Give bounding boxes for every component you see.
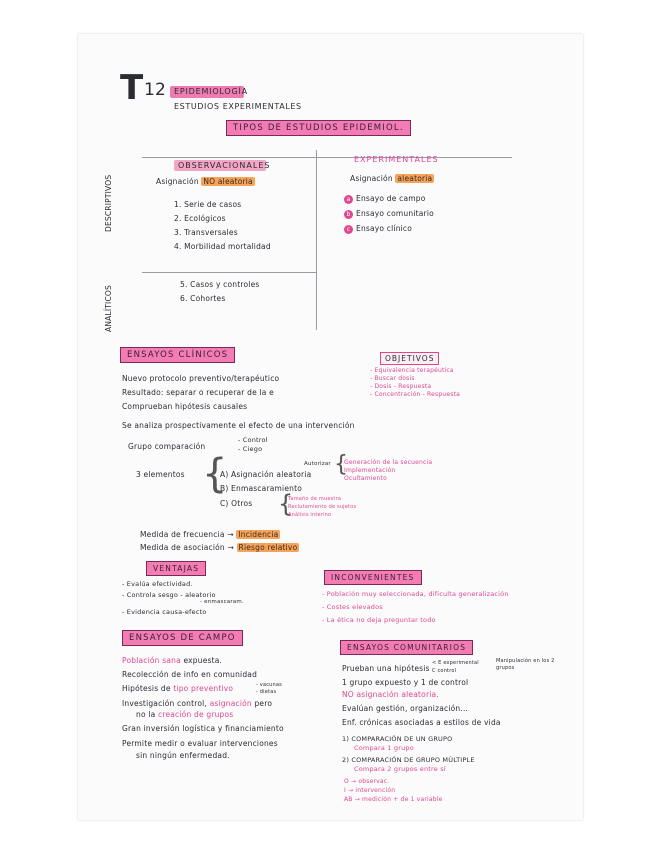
autorizar-brace: { [334,452,348,477]
elem-b: B) Enmascaramiento [220,484,303,493]
tipos-box: TIPOS DE ESTUDIOS EPIDEMIOL. [226,120,411,136]
legend-o: O → observac. [344,778,390,785]
riesgo-relativo-highlight: Riesgo relativo [238,543,298,552]
anal-item-5: 5. Casos y controles [180,280,260,289]
inconveniente-2: - Costes elevados [322,603,383,611]
asig-exp-highlight: aleatoria [397,174,433,183]
ventaja-3: - Evidencia causa-efecto [122,608,207,616]
incidencia-highlight: Incidencia [238,530,279,539]
comun-line-3: NO asignación aleatoria. [342,690,439,699]
table-row-divider [142,272,316,273]
topic-letter: T [120,68,144,108]
comun-line-4: Evalúan gestión, organización... [342,704,469,713]
inconvenientes-box: INCONVENIENTES [324,570,422,585]
campo-line-5: no la creación de grupos [136,710,234,719]
tres-elementos: 3 elementos [136,470,185,479]
grupo-opt-ciego: - Ciego [238,445,263,453]
objetivo-4: - Concentración - Respuesta [370,391,461,398]
campo-line-1: Población sana expuesta. [122,656,223,665]
exp-item-b: b Ensayo comunitario [344,209,434,219]
ec-line-4: Se analiza prospectivamente el efecto de una intervención [122,421,355,430]
comun-line-1: Prueban una hipótesis [342,664,430,673]
elem-c: C) Otros [220,499,253,508]
desc-item-4: 4. Morbilidad mortalidad [174,242,271,251]
legend-i: I → intervención [344,787,396,794]
exp-item-c: c Ensayo clínico [344,224,412,234]
comun-far: Manipulación en los 2 grupos [496,658,555,671]
subtitle: ESTUDIOS EXPERIMENTALES [174,102,302,111]
campo-line-7: Permite medir o evaluar intervenciones [122,739,278,748]
objetivos-title: OBJETIVOS [380,352,439,365]
comparacion-2-sub: Compara 2 grupos entre sí [354,765,446,773]
desc-item-3: 3. Transversales [174,228,238,237]
table-h-divider [142,157,512,158]
elementos-brace: { [202,451,228,497]
exp-marker-b: b [344,210,353,219]
legend-ab: AB → medición + de 1 variable [344,796,443,803]
desc-item-2: 2. Ecológicos [174,214,226,223]
ventajas-box: VENTAJAS [146,561,206,576]
ventaja-1: - Evalúa efectividad. [122,580,193,588]
subject-title: EPIDEMIOLOGÍA [174,87,248,96]
asig-obs: Asignación NO aleatoria [156,177,253,186]
anal-item-6: 6. Cohortes [180,294,226,303]
exp-item-a: a Ensayo de campo [344,194,426,204]
otros-item-2: Reclutamiento de sujetos [288,504,357,510]
exp-marker-a: a [344,195,353,204]
autorizar-item-3: Ocultamiento [344,475,387,482]
comun-line-5: Enf. crónicas asociadas a estilos de vida [342,718,501,727]
observacionales-heading: OBSERVACIONALES [178,161,271,170]
ventaja-2b: - enmascaram. [200,599,244,605]
exp-marker-c: c [344,225,353,234]
objetivo-1: - Equivalencia terapéutica [370,367,454,374]
asignacion-hl: asignación [209,699,252,708]
grupo-comparacion: Grupo comparación [128,442,206,451]
comun-side-1: < E experimental [432,660,479,666]
inconveniente-1: - Población muy seleccionada, dificulta generalización [322,590,509,598]
comun-line-2: 1 grupo expuesto y 1 de control [342,678,469,687]
comun-side-2: C control [432,668,457,674]
autorizar-item-2: Implementación [344,467,396,474]
autorizar-item-1: Generación de la secuencia [344,459,433,466]
topic-number: 12 [144,80,167,100]
objetivo-3: - Dosis - Respuesta [370,383,432,390]
creacion-grupos: creación de grupos [158,710,234,719]
descriptivos-label: DESCRIPTIVOS [104,174,113,232]
campo-line-2: Recolección de info en comunidad [122,670,258,679]
table-v-divider [316,150,317,330]
campo-line-4: Investigación control, asignación pero [122,699,273,708]
inconveniente-3: - La ética no deja preguntar todo [322,616,436,624]
otros-item-1: Tamaño de muestra [288,496,342,502]
comparacion-2-title: 2) COMPARACIÓN DE GRUPO MÚLTIPLE [342,756,475,764]
ec-line-1: Nuevo protocolo preventivo/terapéutico [122,374,280,383]
comparacion-1-title: 1) COMPARACIÓN DE UN GRUPO [342,735,453,743]
campo-side-notes: - vacunas - dietas [256,682,282,695]
campo-line-6: Gran inversión logística y financiamiento [122,724,284,733]
autorizar-label: Autorizar [304,461,331,467]
otros-brace: { [278,490,294,518]
poblacion-sana: Población sana [122,656,181,665]
ventaja-2: - Controla sesgo - aleatorio [122,591,216,599]
ec-line-2: Resultado: separar o recuperar de la e [122,388,274,397]
tipo-preventivo: tipo preventivo [173,684,234,693]
campo-line-8: sin ningún enfermedad. [136,751,230,760]
notes-sheet [78,34,583,820]
comparacion-1-sub: Compara 1 grupo [354,744,414,752]
objetivo-2: - Buscar dosis [370,375,415,382]
otros-item-3: Análisis interino [288,512,332,518]
medida-asociacion: Medida de asociación → Riesgo relativo [140,543,298,552]
ec-line-3: Comprueban hipótesis causales [122,402,248,411]
asig-obs-highlight: NO aleatoria [203,177,253,186]
ensayos-clinicos-box: ENSAYOS CLÍNICOS [120,347,235,363]
ensayos-campo-box: ENSAYOS DE CAMPO [122,630,243,646]
medida-frecuencia: Medida de frecuencia → Incidencia [140,530,279,539]
asig-exp: Asignación aleatoria [350,174,433,183]
ensayos-comunitarios-box: ENSAYOS COMUNITARIOS [340,640,473,655]
experimentales-heading: EXPERIMENTALES [354,155,439,164]
campo-line-3: Hipótesis de tipo preventivo [122,684,234,693]
analiticos-label: ANALÍTICOS [104,285,113,332]
grupo-opt-control: - Control [238,436,268,444]
elem-a: A) Asignación aleatoria [220,470,312,479]
desc-item-1: 1. Serie de casos [174,200,242,209]
